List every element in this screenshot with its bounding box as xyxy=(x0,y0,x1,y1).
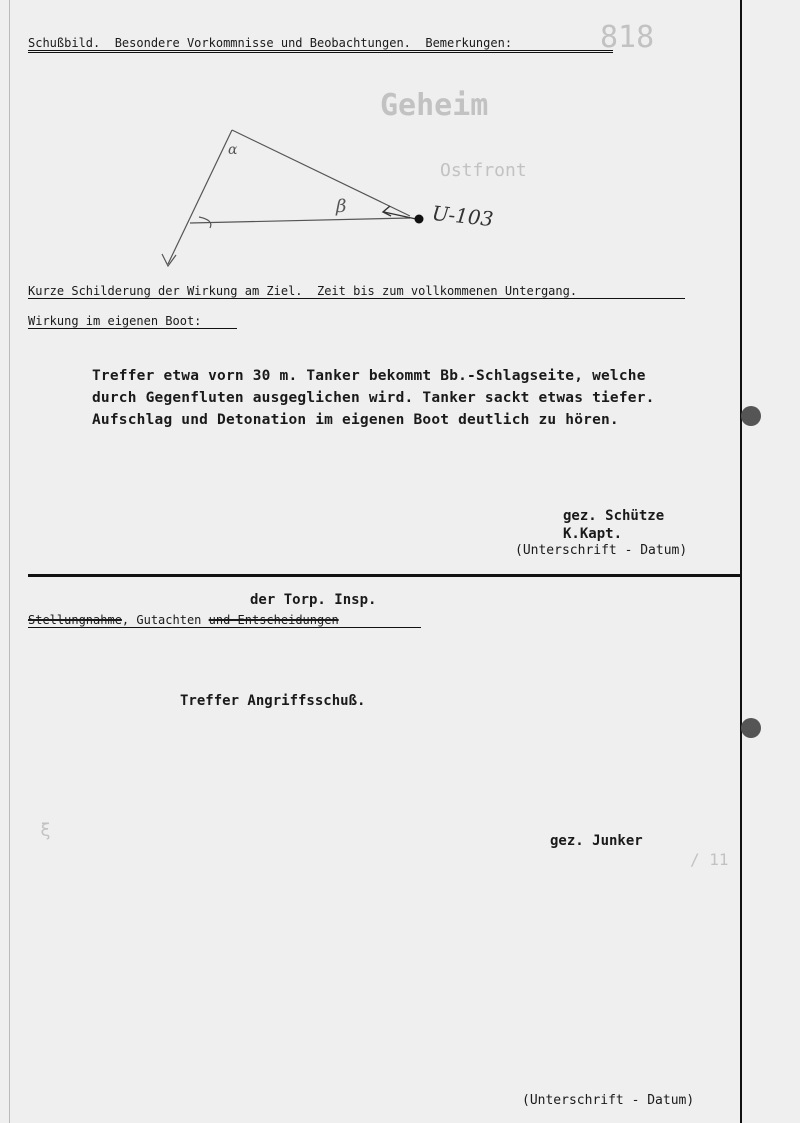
signature-rank: K.Kapt. xyxy=(563,526,623,542)
review-text: Treffer Angriffsschuß. xyxy=(180,693,366,709)
effect-own-boat-label: Wirkung im eigenen Boot: xyxy=(28,314,237,329)
struck-label-1: Stellungnahme xyxy=(28,613,122,627)
bleed-through-mark: 818 xyxy=(600,20,655,55)
effect-target-label: Kurze Schilderung der Wirkung am Ziel. Zeit bis zum vollkommenen Untergang. xyxy=(28,284,685,299)
bleed-through-mark: / 11 xyxy=(690,850,729,869)
bleed-through-mark: Geheim xyxy=(380,88,489,123)
signature-name: gez. Schütze xyxy=(563,508,665,524)
bleed-through-mark: Ostfront xyxy=(440,160,527,181)
effect-text-line-1: Treffer etwa vorn 30 m. Tanker bekommt Bb.-Schlagseite, welche xyxy=(92,368,646,384)
review-signature-name: gez. Junker xyxy=(550,833,643,849)
bleed-through-mark: ξ xyxy=(40,820,51,841)
boat-label: U-103 xyxy=(430,200,495,232)
section-divider xyxy=(28,574,742,577)
inserted-authority: der Torp. Insp. xyxy=(250,592,377,608)
struck-label-2: und Entscheidungen xyxy=(208,613,339,627)
review-label-middle: , Gutachten xyxy=(121,613,209,627)
signature-caption: (Unterschrift - Datum) xyxy=(515,543,688,558)
review-signature-caption: (Unterschrift - Datum) xyxy=(522,1093,695,1108)
review-label xyxy=(28,613,421,628)
effect-text-line-3: Aufschlag und Detonation im eigenen Boot deutlich zu hören. xyxy=(92,412,619,428)
angle-beta-label: β xyxy=(336,196,347,217)
effect-text-line-2: durch Gegenfluten ausgeglichen wird. Tanker sackt etwas tiefer. xyxy=(92,390,655,406)
angle-alpha-label: α xyxy=(228,142,238,158)
header-title: Schußbild. Besondere Vorkommnisse und Beobachtungen. Bemerkungen: xyxy=(28,36,613,53)
